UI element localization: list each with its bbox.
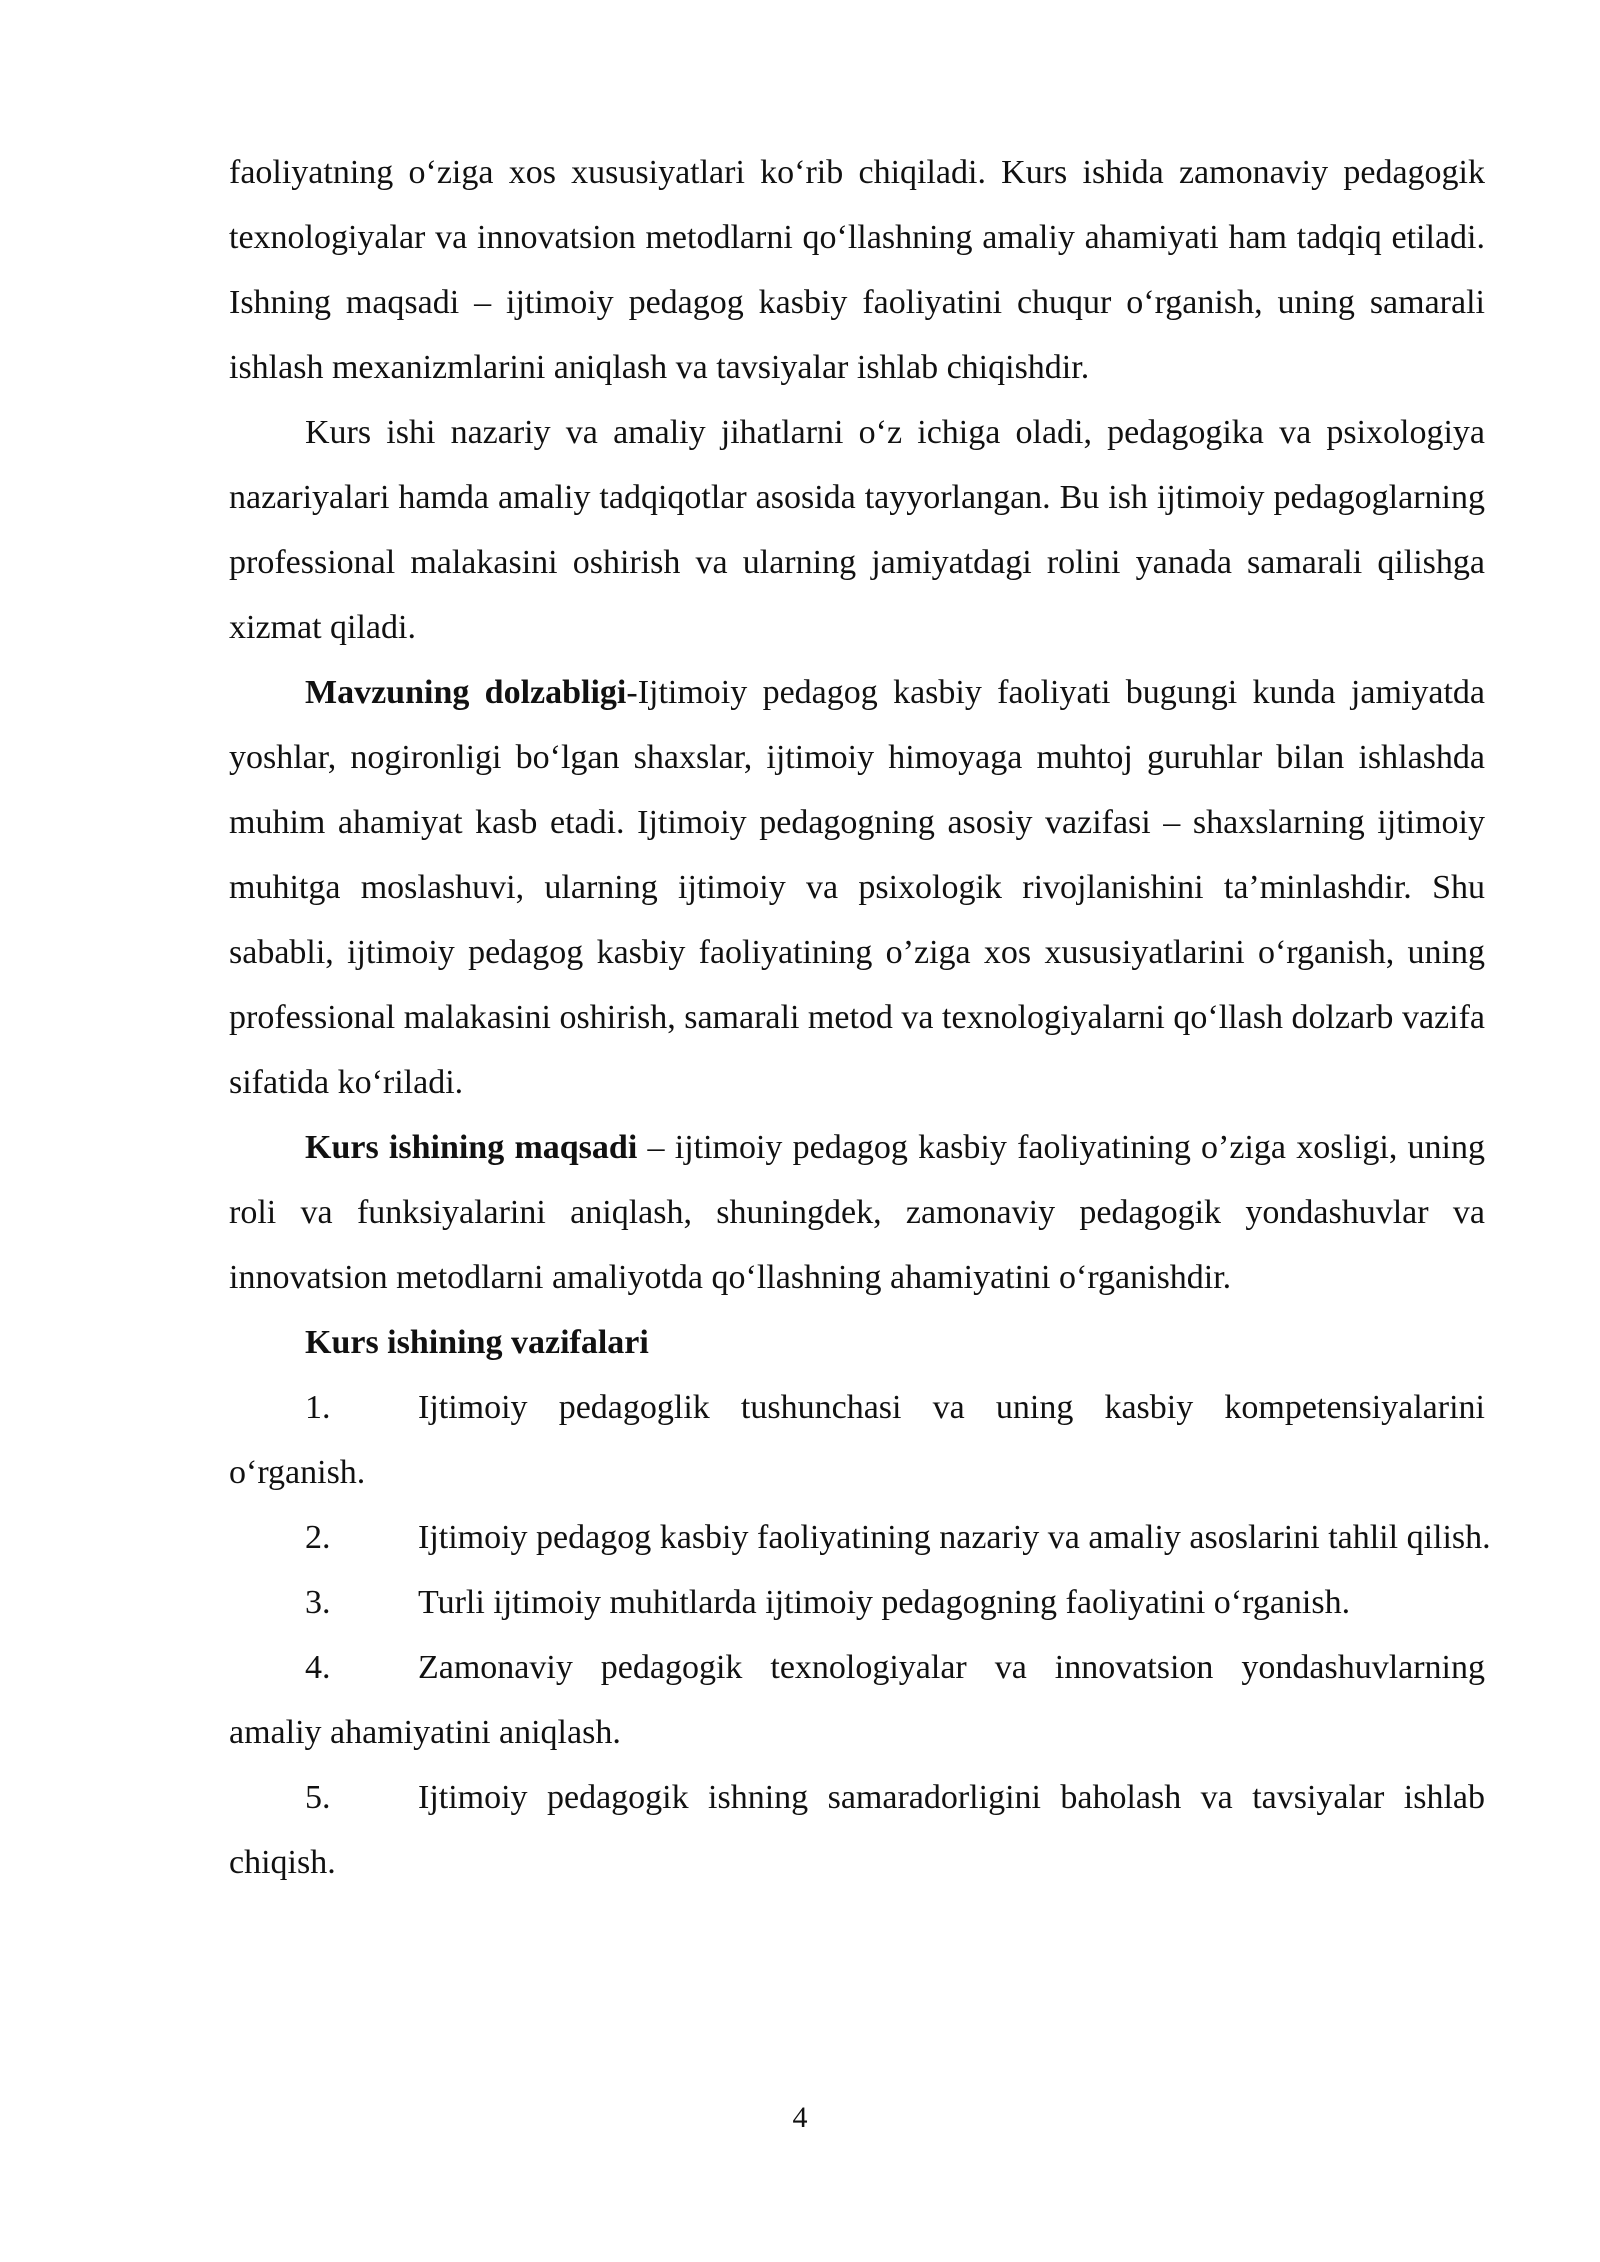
- topic-relevance-text: -Ijtimoiy pedagog kasbiy faoliyati bugungi kunda jamiyatda yoshlar, nogironligi bo‘lgan shaxslar, ijtimoiy himoyaga muhtoj guruhlar bilan ishlashda muhim ahamiyat kasb etadi. Ijtimoiy pedagogning asosiy vazifasi – shaxslarning ijtimoiy muhitga moslashuvi, ularning ijtimoiy va psixologik rivojlanishini ta’minlashdir. Shu sababli, ijtimoiy pedagog kasbiy faoliyatining o’ziga xos xususiyatlarini o‘rganish, uning professional malakasini oshirish, samarali metod va texnologiyalarni qo‘llash dolzarb vazifa sifatida ko‘riladi.: [229, 674, 1485, 1101]
- tasks-heading: Kurs ishining vazifalari: [305, 1324, 649, 1361]
- paragraph-course-content: Kurs ishi nazariy va amaliy jihatlarni o‘z ichiga oladi, pedagogika va psixologiya nazariyalari hamda amaliy tadqiqotlar asosida tayyorlangan. Bu ish ijtimoiy pedagoglarning professional malakasini oshirish va ularning jamiyatdagi rolini yanada samarali qilishga xizmat qiladi.: [229, 414, 1485, 646]
- document-page: [229, 140, 1491, 1895]
- paragraph-intro-continuation: faoliyatning o‘ziga xos xususiyatlari ko‘rib chiqiladi. Kurs ishida zamonaviy pedagogik texnologiyalar va innovatsion metodlarni qo‘llashning amaliy ahamiyati ham tadqiq etiladi. Ishning maqsadi – ijtimoiy pedagog kasbiy faoliyatini chuqur o‘rganish, uning samarali ishlash mexanizmlarini aniqlash va tavsiyalar ishlab chiqishdir.: [229, 154, 1485, 386]
- list-item: [229, 1635, 1485, 1765]
- course-goal-text: – ijtimoiy pedagog kasbiy faoliyatining o’ziga xosligi, uning roli va funksiyalarini aniqlash, shuningdek, zamonaviy pedagogik yondashuvlar va innovatsion metodlarni amaliyotda qo‘llashning ahamiyatini o‘rganishdir.: [229, 1129, 1485, 1296]
- list-item-number: 4.: [305, 1649, 331, 1686]
- topic-relevance-label: Mavzuning dolzabligi: [305, 674, 627, 711]
- course-goal-label: Kurs ishining maqsadi: [305, 1129, 638, 1166]
- list-item-text: Zamonaviy pedagogik texnologiyalar va innovatsion yondashuvlarning amaliy ahamiyatini aniqlash.: [229, 1649, 1485, 1751]
- list-item: [229, 1765, 1485, 1895]
- tasks-list: [229, 1375, 1491, 1895]
- paragraph-course-goal: [229, 1115, 1485, 1310]
- list-item-text: Ijtimoiy pedagoglik tushunchasi va uning kasbiy kompetensiyalarini o‘rganish.: [229, 1389, 1485, 1491]
- paragraph-topic-relevance: [229, 660, 1485, 1115]
- list-item-number: 2.: [305, 1519, 331, 1556]
- list-item-number: 5.: [305, 1779, 331, 1816]
- list-item-text: Ijtimoiy pedagog kasbiy faoliyatining nazariy va amaliy asoslarini tahlil qilish.: [418, 1519, 1491, 1556]
- list-item-number: 3.: [305, 1584, 331, 1621]
- list-item: [229, 1505, 1503, 1570]
- list-item: [229, 1570, 1485, 1635]
- page-number: 4: [792, 2101, 808, 2134]
- list-item-text: Turli ijtimoiy muhitlarda ijtimoiy pedagogning faoliyatini o‘rganish.: [418, 1584, 1351, 1621]
- list-item-text: Ijtimoiy pedagogik ishning samaradorligini baholash va tavsiyalar ishlab chiqish.: [229, 1779, 1485, 1881]
- list-item-number: 1.: [305, 1389, 331, 1426]
- list-item: [229, 1375, 1485, 1505]
